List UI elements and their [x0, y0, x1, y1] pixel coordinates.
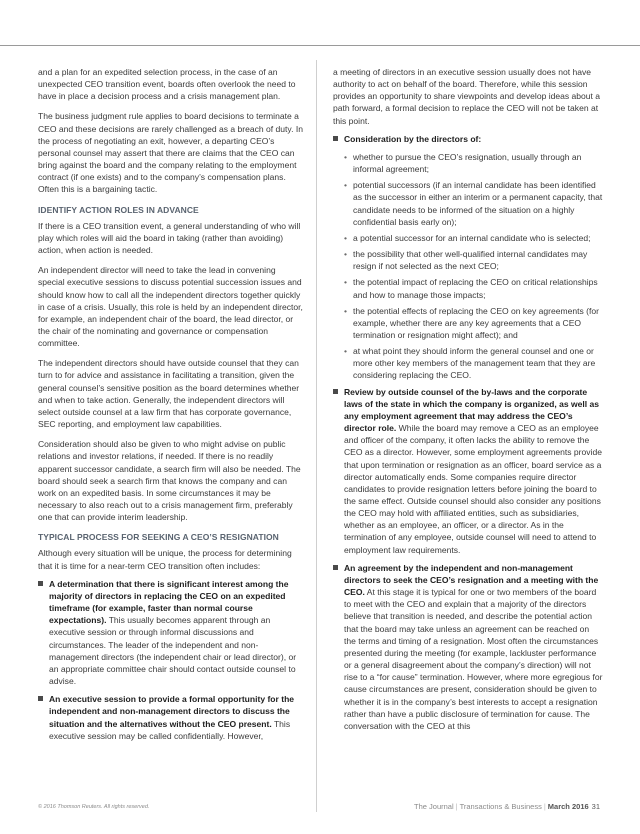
sub-item-text: whether to pursue the CEO’s resignation, usually through an informal agreement; [353, 151, 582, 175]
copyright-notice: © 2016 Thomson Reuters. All rights reserved. [38, 804, 150, 810]
sub-list-item [333, 305, 603, 341]
bullet-icon: • [344, 180, 347, 191]
item-lead: Review by outside counsel of the by-laws and the corporate laws of the state in which the company is organized, as well as any employment agreement that may address the CEO’s director role. [344, 386, 600, 434]
paragraph: The business judgment rule applies to board decisions to terminate a CEO and these decisions are rarely challenged as a breach of duty. In the process of negotiating an exit, however, a departing CEO’s personal counsel may assert that there are claims that the CEO can bring against the board and the company relating to the employment contract (if one exists) and to the company’s compensation plans. Often this is a bargaining tactic. [38, 111, 303, 195]
list-item [333, 562, 603, 732]
footer-separator: | [543, 802, 546, 811]
bullet-icon: • [344, 346, 347, 357]
item-lead: An agreement by the independent and non-management directors to seek the CEO’s resignation and a meeting with the CEO. [344, 562, 599, 598]
sub-item-text: a potential successor for an internal candidate who is selected; [353, 232, 591, 243]
section-heading: TYPICAL PROCESS FOR SEEKING A CEO’S RESIGNATION [38, 532, 279, 543]
paragraph: Although every situation will be unique, the process for determining that it is time for a near-term CEO transition often includes: [38, 548, 292, 571]
header-rule [0, 45, 640, 46]
sub-item-text: potential successors (if an internal candidate has been identified as the successor in either an interim or a permanent capacity, that candidate needs to be informed of the situation on a highly confidential basis early on); [353, 180, 603, 227]
journal-section: Transactions & Business [459, 802, 542, 811]
journal-name: The Journal [414, 802, 454, 811]
square-bullet-icon [38, 696, 43, 701]
square-bullet-icon [333, 389, 338, 394]
bullet-icon: • [344, 277, 347, 288]
item-text: This usually becomes apparent through an executive session or through informal discussions and circumstances. The leader of the independent and non-management directors (the independent chair or lead director), or an appropriate committee chair should contact outside counsel to advise. [49, 615, 297, 687]
sub-list-item [333, 248, 603, 272]
paragraph: An independent director will need to take the lead in convening special executive sessions to discuss potential succession issues and should know how to call all the independent directors together quickly in case of a crisis. Usually, this role is held by an independent director, for example, an independent chair of the board, the lead director, or the chair of the nominating and governance or compensation committee. [38, 265, 303, 349]
right-column [333, 66, 603, 738]
sub-list-item [333, 179, 603, 228]
column-divider [316, 60, 317, 812]
paragraph: If there is a CEO transition event, a general understanding of who will play which roles will aid the board in taking (rather than avoiding) action, when action is needed. [38, 220, 301, 256]
sub-list-item [333, 232, 603, 244]
paragraph: a meeting of directors in an executive session usually does not have authority to act on behalf of the board. Therefore, while this session provides an opportunity to share viewpoints and develop ideas about a path forward, a formal decision to replace the CEO will not be taken at this point. [333, 67, 601, 126]
item-text: At this stage it is typical for one or two members of the board to meet with the CEO and explain that a majority of the directors believe that transition is needed, and describe the potential action that the board may take unless an agreement can be reached on the terms and timing of a resignation. Most often the circumstances presented during the meeting (for example, lackluster performance or a general disagreement about the company’s direction) will not rise to a “for cause” termination. However, where more egregious for cause circumstances are present, consideration should be given to whether it is in the company’s best interests to accept a resignation rather than have a public disclosure of termination for cause. The conversation with the CEO at this [344, 587, 603, 731]
page-footer [414, 802, 600, 811]
footer-separator: | [455, 802, 458, 811]
paragraph: and a plan for an expedited selection process, in the case of an unexpected CEO transition event, boards often overlook the need to have in place a decision process and a crisis management plan. [38, 67, 296, 102]
paragraph: Consideration should also be given to who might advise on public relations and investor relations, if needed. If there is no readily apparent successor candidate, a search firm will also be needed. The board should seek a search firm that knows the company and can work on an expedited basis. In some circumstances it may be necessary to also reach out to a crisis management firm, preferably one that can provide interim leadership. [38, 439, 301, 523]
sub-list-item [333, 345, 603, 381]
square-bullet-icon [38, 581, 43, 586]
sub-item-text: the potential impact of replacing the CEO on critical relationships and how to manage those impacts; [353, 277, 598, 300]
bullet-icon: • [344, 249, 347, 260]
sub-item-text: the possibility that other well-qualified internal candidates may resign if not selected as the next CEO; [353, 249, 588, 272]
page-number: 31 [591, 802, 600, 811]
sub-item-text: the potential effects of replacing the CEO on key agreements (for example, whether there are any key agreements that a CEO termination or resignation might affect); and [353, 305, 599, 340]
list-item [38, 693, 304, 742]
list-item [333, 133, 603, 145]
bullet-icon: • [344, 232, 347, 243]
section-heading: IDENTIFY ACTION ROLES IN ADVANCE [38, 204, 199, 215]
item-lead: A determination that there is significant interest among the majority of directors in replacing the CEO on an expedited timeframe (for example, faster than normal course expectations). [49, 578, 289, 626]
item-lead: An executive session to provide a formal opportunity for the independent and non-management directors to discuss the situation and the alternatives without the CEO present. [49, 694, 295, 729]
list-item [333, 386, 603, 556]
item-text: While the board may remove a CEO as an employee and officer of the company, it often lacks the ability to remove the CEO as a director. However, some employment agreements provide that upon termination or resignation as an officer, board service as a director automatically ends. Some companies require director candidates to provide resignation letters before joining the board to the same effect. Outside counsel should also consider any positions the CEO may hold with affiliated entities, such as subsidiaries, whether as an employee, an officer, or a director. As in the termination of any employee, outside counsel will need to attend to employment law requirements. [344, 423, 602, 555]
sub-list-item [333, 276, 603, 300]
sub-item-text: at what point they should inform the general counsel and one or more other key members of the management team that they are considering replacing the CEO. [353, 346, 596, 381]
item-lead: Consideration by the directors of: [344, 133, 482, 144]
left-column [38, 66, 304, 748]
paragraph: The independent directors should have outside counsel that they can turn to for advice and assistance in facilitating a transition, given the general counsel’s sensitive position as the board determines whether and when to take action. Generally, the independent directors will select outside counsel at a law firm that has corporate governance, SEC reporting, and employment law capabilities. [38, 358, 300, 430]
issue-date: March 2016 [547, 802, 589, 811]
square-bullet-icon [333, 136, 338, 141]
sub-list-item [333, 151, 603, 175]
item-text: This executive session may be called confidentially. However, [49, 718, 291, 741]
square-bullet-icon [333, 565, 338, 570]
bullet-icon: • [344, 151, 347, 162]
list-item [38, 578, 304, 687]
bullet-icon: • [344, 305, 347, 316]
